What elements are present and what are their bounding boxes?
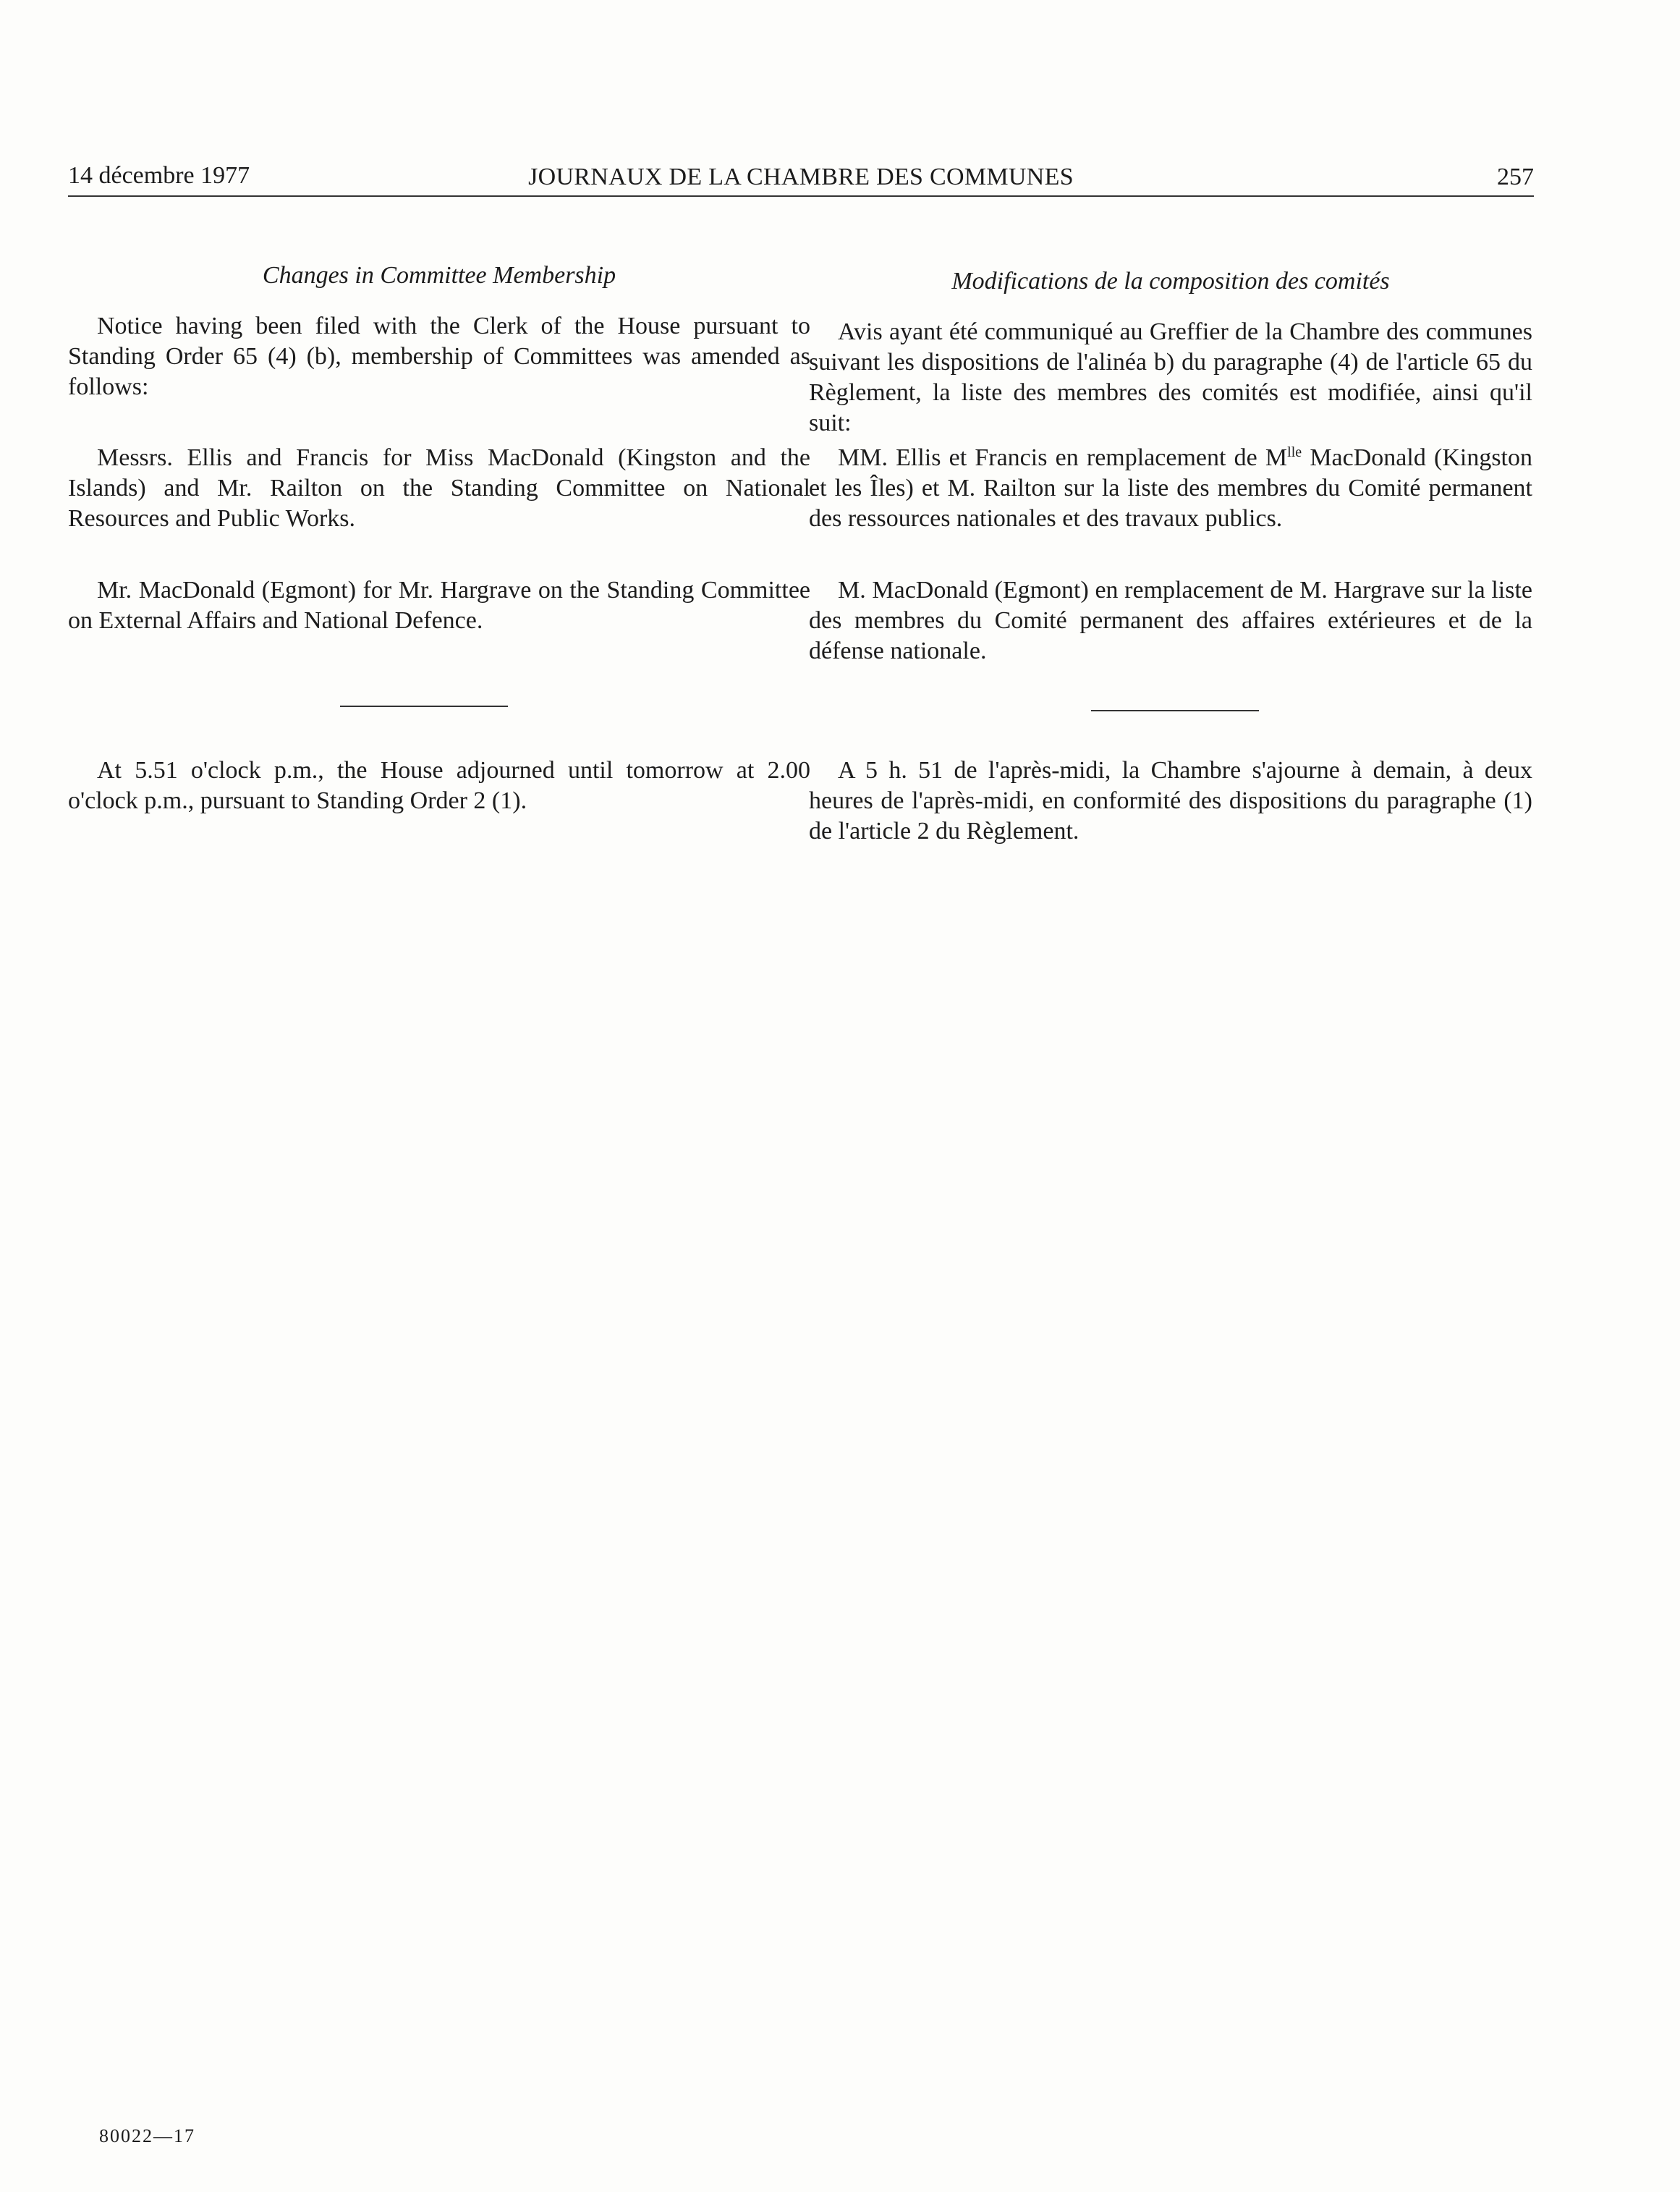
french-change-1-superscript: lle	[1287, 444, 1302, 460]
french-adjournment-paragraph: A 5 h. 51 de l'après-midi, la Chambre s'ajourne à demain, à deux heures de l'après-midi, en conformité des dispositions du paragraphe (1) de l'article 2 du Règlement.	[809, 757, 1532, 845]
english-notice-paragraph: Notice having been filed with the Clerk of the House pursuant to Standing Order 65 (4) (b), membership of Committees was amended as follows:	[68, 313, 810, 400]
header-date: 14 décembre 1977	[68, 162, 250, 189]
journal-title: JOURNAUX DE LA CHAMBRE DES COMMUNES	[528, 164, 1074, 190]
french-membership-change-2: M. MacDonald (Egmont) en remplacement de M. Hargrave sur la liste des membres du Comité permanent des affaires extérieures et de la défense nationale.	[809, 577, 1532, 664]
english-membership-change-2: Mr. MacDonald (Egmont) for Mr. Hargrave on the Standing Committee on External Affairs and National Defence.	[68, 577, 810, 634]
french-change-1-text-a: MM. Ellis et Francis en remplacement de M	[838, 444, 1288, 471]
english-adjournment-paragraph: At 5.51 o'clock p.m., the House adjourned until tomorrow at 2.00 o'clock p.m., pursuant to Standing Order 2 (1).	[68, 757, 810, 814]
french-column	[809, 266, 1532, 860]
french-notice-paragraph: Avis ayant été communiqué au Greffier de la Chambre des communes suivant les dispositions de l'alinéa b) du paragraphe (4) de l'article 65 du Règlement, la liste des membres des comités est modifiée, ainsi qu'il suit:	[809, 318, 1532, 436]
french-membership-change-1	[809, 443, 1532, 534]
page-header	[68, 158, 1534, 197]
french-section-divider	[1091, 710, 1259, 711]
page-number: 257	[1497, 164, 1534, 190]
english-heading: Changes in Committee Membership	[262, 262, 616, 289]
english-section-divider	[340, 706, 508, 707]
french-heading: Modifications de la composition des comités	[951, 268, 1390, 295]
french-change-1-text-b: MacDonald (Kingston et les Îles) et M. Railton sur la liste des membres du Comité permanent des ressources nationales et des travaux publics.	[809, 444, 1532, 532]
print-code: 80022—17	[99, 2125, 195, 2146]
english-membership-change-1: Messrs. Ellis and Francis for Miss MacDonald (Kingston and the Islands) and Mr. Railton on the Standing Committee on National Resources and Public Works.	[68, 444, 810, 532]
english-column	[68, 261, 810, 839]
